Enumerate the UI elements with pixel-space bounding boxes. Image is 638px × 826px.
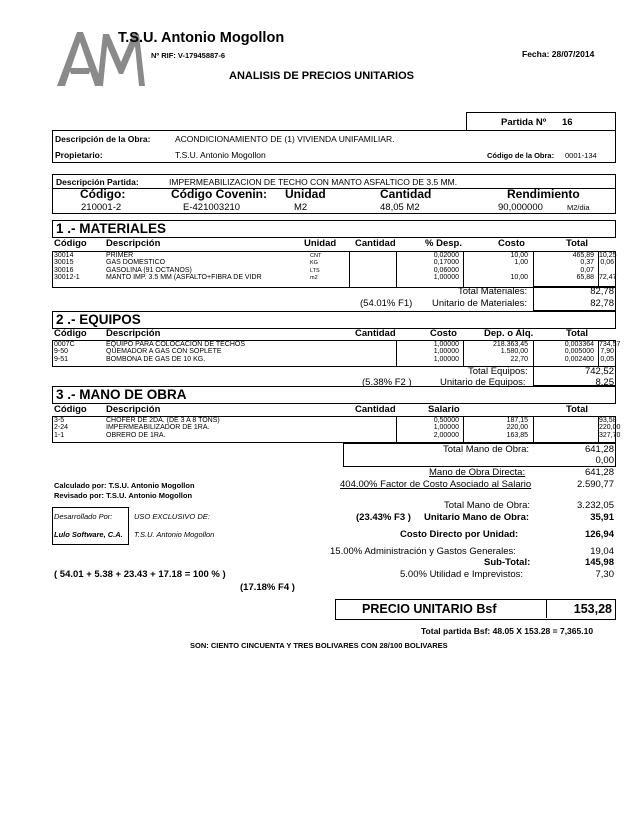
summary-code-head: Código:	[80, 187, 126, 201]
direct-labor: 641,28	[584, 467, 614, 478]
lab-qty: 1,00000	[433, 424, 459, 432]
summary-covenin-head: Código Covenin:	[171, 187, 267, 201]
eq-col-desc: Descripción	[106, 328, 161, 339]
mat-col-cost: Costo	[498, 238, 525, 249]
eq-col-dep: Dep. o Alq.	[484, 328, 534, 339]
mat-col-waste: % Desp.	[425, 238, 462, 249]
eq-cost: 218.363,45	[492, 341, 528, 348]
subtotal: 145,98	[584, 557, 614, 568]
total-labor2-label: Total Mano de Obra:	[444, 500, 531, 511]
mat-col-qty: Cantidad	[355, 238, 396, 249]
total-labor2: 3.232,05	[577, 500, 614, 511]
eq-desc: QUEMADOR A GAS CON SOPLETE	[106, 348, 222, 356]
lab-salary: 220,00	[506, 424, 528, 432]
developed-by-label: Desarrollado Por:	[54, 512, 113, 521]
direct-labor-label: Mano de Obra Directa:	[429, 467, 526, 478]
lab-code: 3-5	[54, 417, 65, 424]
eq-code: 9-50	[54, 348, 69, 356]
mat-qty: 1,00000	[433, 273, 459, 281]
eq-row	[52, 356, 616, 364]
eq-cost: 22,70	[510, 355, 528, 363]
mat-col-desc: Descripción	[106, 238, 161, 249]
eq-qty: 1,00000	[433, 355, 459, 363]
mat-cost: 0,37	[580, 259, 594, 267]
summary-unit: M2	[294, 202, 308, 213]
total-equipment: 742,52	[584, 366, 614, 377]
mat-total: 0,06	[600, 259, 614, 267]
eq-dep: 0,003364	[564, 341, 594, 348]
profit: 7,30	[595, 569, 614, 580]
company-name: T.S.U. Antonio Mogollon	[118, 30, 285, 46]
direct-cost-label: Costo Directo por Unidad:	[400, 529, 519, 540]
profit-label: 5.00% Utilidad e Imprevistos:	[400, 569, 524, 580]
admin: 19,04	[590, 546, 614, 557]
total-materials: 82,78	[590, 286, 614, 297]
eq-dep: 0,002400	[564, 355, 594, 363]
eq-col-total: Total	[566, 328, 588, 339]
summary-rend: 90,000000	[498, 202, 543, 213]
obra-code: 0001-134	[565, 151, 597, 160]
total-materials-label: Total Materiales:	[458, 286, 528, 297]
fcas: 2.590,77	[577, 479, 614, 490]
unit-labor-label: Unitario Mano de Obra:	[424, 512, 530, 523]
mat-qty: 0,02000	[433, 252, 459, 259]
lab-total: 327,70	[599, 431, 621, 439]
materials-section-title: 1 .- MATERIALES	[52, 220, 616, 238]
unit-price: 153,28	[573, 602, 612, 616]
unit-equipment-label: Unitario de Equipos:	[440, 377, 526, 388]
lab-row	[52, 431, 621, 440]
mat-col-unit: Unidad	[304, 238, 337, 249]
mat-code: 30014	[54, 252, 74, 259]
partida-desc: IMPERMEABILIZACION DE TECHO CON MANTO ASFALTICO DE 3.5 MM.	[169, 177, 458, 187]
mat-total: 10,25	[599, 252, 617, 259]
unit-materials-label: Unitario de Materiales:	[432, 298, 528, 309]
mat-total: 72,47	[599, 273, 617, 281]
summary-qty-head: Cantidad	[380, 187, 432, 201]
eq-code: 0007C	[54, 341, 75, 348]
equipment-section-title: 2 .- EQUIPOS	[52, 311, 616, 329]
eq-cost: 1.580,00	[500, 348, 528, 356]
mat-waste: 1,00	[514, 259, 528, 267]
summary-qty: 48,05 M2	[380, 202, 420, 213]
fcas-label: 404.00% Factor de Costo Asociado al Salario	[340, 479, 532, 490]
eq-dep: 0,005000	[564, 348, 594, 356]
unit-price-label: PRECIO UNITARIO Bsf	[362, 602, 497, 616]
eq-total: 0,05	[600, 355, 614, 363]
lab-code: 2-24	[54, 424, 69, 432]
mat-row	[52, 274, 616, 282]
reviewed-by: Revisado por: T.S.U. Antonio Mogollon	[54, 491, 193, 500]
eq-col-qty: Cantidad	[355, 328, 396, 339]
lab-qty: 2,00000	[433, 431, 459, 439]
eq-code: 9-51	[54, 355, 69, 363]
mat-desc: GASOLINA (91 OCTANOS)	[106, 266, 192, 274]
labor-pct: (23.43% F3 )	[356, 512, 411, 523]
admin-label: 15.00% Administración y Gastos Generales:	[330, 546, 516, 557]
total-labor-label: Total Mano de Obra:	[443, 444, 530, 455]
lab-col-total: Total	[566, 404, 588, 415]
mat-unit: KG	[310, 260, 318, 267]
mat-col-total: Total	[566, 238, 588, 249]
summary-rend-head: Rendimiento	[507, 187, 580, 201]
summary-code: 210001-2	[81, 202, 122, 213]
partida-label: Partida Nº	[501, 117, 547, 128]
mat-cost: 465,89	[572, 252, 594, 259]
partida-number: 16	[562, 117, 573, 128]
unit-labor: 35,91	[590, 512, 614, 523]
factor-formula: ( 54.01 + 5.38 + 23.43 + 17.18 = 100 % )	[54, 569, 226, 580]
lab-total: 93,58	[599, 417, 617, 424]
eq-desc: BOMBONA DE GAS DE 10 KG.	[106, 355, 206, 363]
lab-desc: CHOFER DE 2DA. (DE 3 A 8 TONS)	[106, 417, 220, 424]
mat-code: 30015	[54, 259, 74, 267]
mat-desc: PRIMER	[106, 252, 134, 259]
total-labor: 641,28	[584, 444, 614, 455]
subtotal-label: Sub-Total:	[484, 557, 531, 568]
exclusive-use-label: USO EXCLUSIVO DE:	[134, 512, 210, 521]
date: Fecha: 28/07/2014	[522, 49, 595, 59]
mat-cost: 65,88	[576, 273, 594, 281]
unit-price-box	[335, 599, 616, 620]
document-title: ANALISIS DE PRECIOS UNITARIOS	[229, 70, 414, 82]
unit-materials: 82,78	[590, 298, 614, 309]
amount-in-words: SON: CIENTO CINCUENTA Y TRES BOLIVARES CON 28/100 BOLIVARES	[190, 641, 448, 650]
eq-qty: 1,00000	[433, 348, 459, 356]
obra-desc-label: Descripción de la Obra:	[55, 134, 151, 144]
mat-waste: 10,00	[510, 252, 528, 259]
owner: T.S.U. Antonio Mogollon	[175, 150, 266, 160]
eq-total: 734,57	[599, 341, 621, 348]
lab-col-qty: Cantidad	[355, 404, 396, 415]
partida-summary-box	[52, 174, 616, 214]
rif: Nº RIF: V-17945887-6	[151, 51, 226, 60]
mat-qty: 0,06000	[433, 266, 459, 274]
mat-desc: GAS DOMESTICO	[106, 259, 166, 267]
obra-box	[52, 130, 616, 163]
obra-code-label: Código de la Obra:	[487, 151, 555, 160]
materials-pct: (54.01% F1)	[360, 298, 413, 309]
partida-desc-label: Descripción Partida:	[56, 177, 139, 187]
mat-desc: MANTO IMP. 3.5 MM (ASFALTO+FIBRA DE VIDR	[106, 273, 262, 281]
lab-salary: 187,15	[506, 417, 528, 424]
licensee: T.S.U. Antonio Mogollon	[134, 530, 215, 539]
mat-code: 30012-1	[54, 273, 80, 281]
lab-desc: OBRERO DE 1RA.	[106, 431, 166, 439]
eq-col-code: Código	[54, 328, 87, 339]
summary-covenin: E-421003210	[183, 202, 241, 213]
profit-pct: (17.18% F4 )	[240, 582, 295, 593]
lab-desc: IMPERMEABILIZADOR DE 1RA.	[106, 424, 210, 432]
eq-col-cost: Costo	[430, 328, 457, 339]
owner-label: Propietario:	[55, 150, 103, 160]
unit-equipment: 8,25	[595, 377, 614, 388]
direct-cost: 126,94	[584, 529, 614, 540]
calculated-by: Calculado por: T.S.U. Antonio Mogollon	[54, 481, 195, 490]
mat-waste: 10,00	[510, 273, 528, 281]
software-vendor: Lulo Software, C.A.	[54, 530, 123, 539]
lab-col-salary: Salario	[428, 404, 460, 415]
mat-col-code: Código	[54, 238, 87, 249]
total-equipment-label: Total Equipos:	[468, 366, 528, 377]
eq-desc: EQUIPO PARA COLOCACION DE TECHOS	[106, 341, 245, 348]
mat-unit: CNT	[310, 253, 322, 259]
mat-cost: 0,07	[580, 266, 594, 274]
mat-code: 30016	[54, 266, 74, 274]
mat-unit: LTS	[310, 267, 320, 274]
partida-total: Total partida Bsf: 48.05 X 153.28 = 7,365.10	[421, 626, 594, 636]
lab-col-desc: Descripción	[106, 404, 161, 415]
lab-qty: 0,50000	[433, 417, 459, 424]
labor-section-title: 3 .- MANO DE OBRA	[52, 386, 616, 404]
summary-unit-head: Unidad	[285, 187, 326, 201]
eq-qty: 1,00000	[433, 341, 459, 348]
lab-total: 220,00	[599, 424, 621, 432]
obra-desc: ACONDICIONAMIENTO DE (1) VIVIENDA UNIFAMILIAR.	[175, 134, 395, 144]
eq-total: 7,90	[600, 348, 614, 356]
mat-unit: m2	[310, 274, 318, 281]
labor-zero: 0,00	[595, 455, 614, 466]
partida-box	[466, 112, 616, 131]
lab-col-code: Código	[54, 404, 87, 415]
mat-qty: 0,17000	[433, 259, 459, 267]
lab-code: 1-1	[54, 431, 65, 439]
equipment-pct: (5.38% F2 )	[362, 377, 412, 388]
lab-salary: 163,85	[506, 431, 528, 439]
summary-rend-unit: M2/dia	[567, 203, 590, 212]
